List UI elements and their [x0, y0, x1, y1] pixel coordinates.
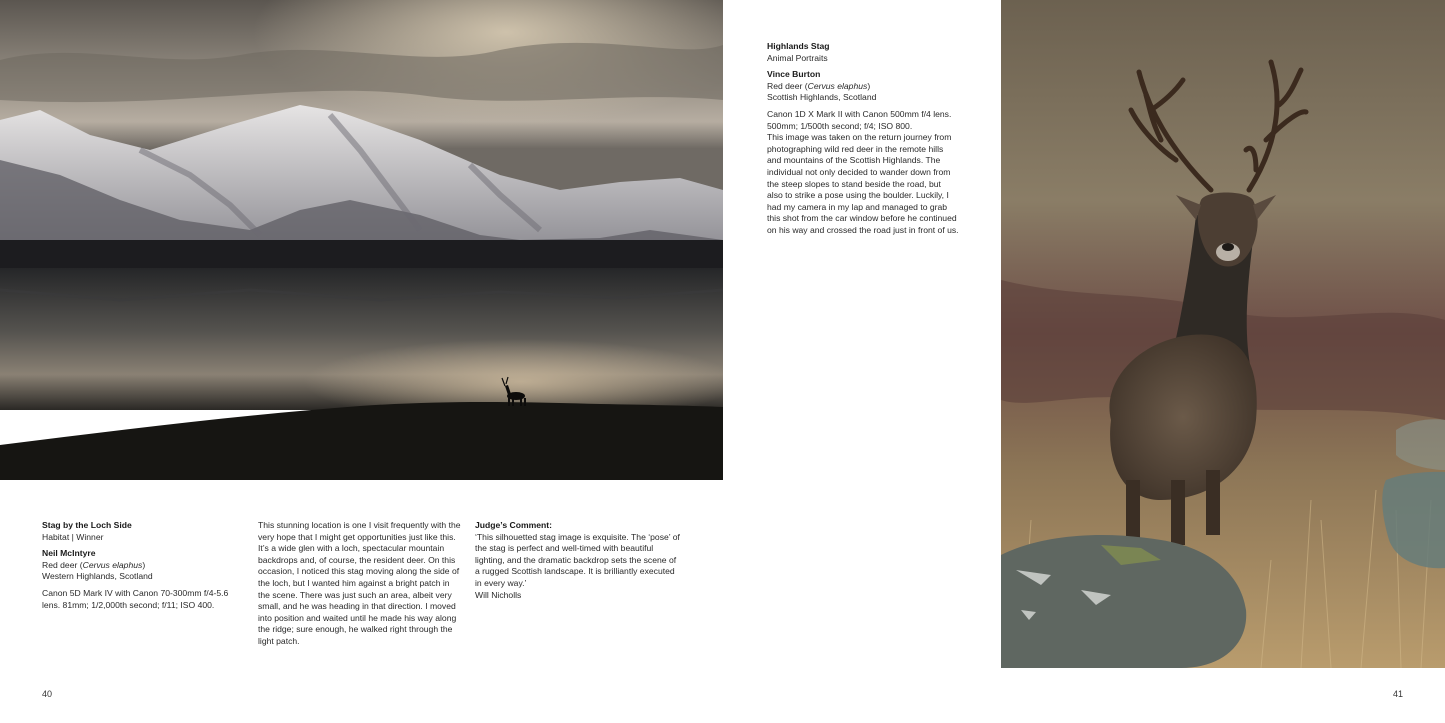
page-number-right: 41 [1393, 689, 1404, 699]
story-column [258, 520, 463, 648]
right-caption-column [767, 41, 959, 237]
camera-details: Canon 1D X Mark II with Canon 500mm f/4 lens. 500mm; 1/500th second; f/4; ISO 800. [767, 108, 952, 131]
judge-column [475, 520, 680, 601]
location: Scottish Highlands, Scotland [767, 92, 877, 103]
camera-details: Canon 5D Mark IV with Canon 70-300mm f/4-5.6 lens. 81mm; 1/2,000th second; f/11; ISO 400. [42, 587, 229, 610]
loch-stag-photo [0, 0, 723, 480]
award-category: Habitat | Winner [42, 531, 104, 542]
highlands-stag-photo [1001, 0, 1445, 668]
species-name: Red deer (Cervus elaphus) [42, 559, 146, 570]
photo-title: Stag by the Loch Side [42, 520, 132, 530]
award-category: Animal Portraits [767, 52, 828, 63]
photographer-name: Neil McIntyre [42, 548, 96, 559]
location: Western Highlands, Scotland [42, 571, 153, 582]
photographer-name: Vince Burton [767, 69, 821, 80]
judge-comment: ‘This silhouetted stag image is exquisite. The ‘pose’ of the stag is perfect and well-timed with beautiful lighting, and the dramatic backdrop sets the scene of a rugged Scottish landscape. It is brilliantly executed in every way.’ [475, 531, 680, 588]
photo-title: Highlands Stag [767, 41, 830, 51]
photo-story: This image was taken on the return journey from photographing wild red deer in the remote hills and mountains of the Scottish Highlands. The individual not only decided to wander down from the steep slopes to stand beside the road, but also to strike a pose using the boulder. Luckily, I had my camera in my lap and managed to grab this shot from the car window before he continued on his way and crossed the road just in front of us. [767, 132, 959, 235]
photo-story: This stunning location is one I visit frequently with the very hope that I might get opportunities just like this. It’s a wide glen with a loch, spectacular mountain backdrops and, of course, the resident deer. On this occasion, I noticed this stag moving along the side of the loch, but I wanted him against a bright patch in the scene. There was just such an area, albeit very small, and he was heading in that direction. I moved into position and waited until he made his way along the ridge; sure enough, he walked right through the light patch. [258, 520, 461, 646]
judge-heading: Judge’s Comment: [475, 520, 553, 530]
judge-name: Will Nicholls [475, 589, 522, 600]
page-number-left: 40 [42, 689, 53, 699]
species-name: Red deer (Cervus elaphus) [767, 80, 871, 91]
left-caption-column [42, 520, 242, 611]
